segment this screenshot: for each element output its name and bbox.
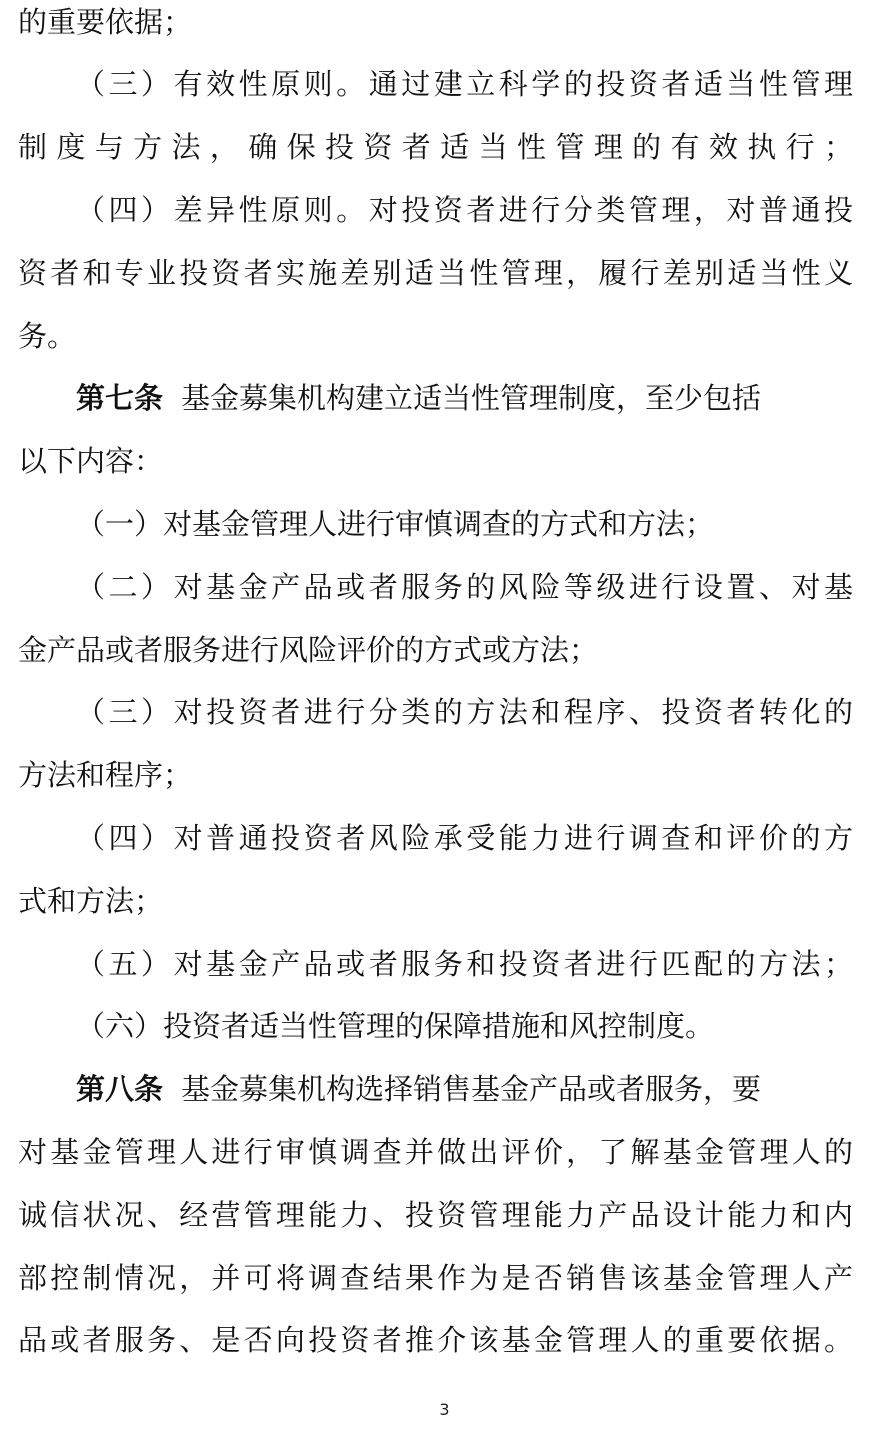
text-line-22: 品或者服务、是否向投资者推介该基金管理人的重要依据。 <box>18 1323 853 1357</box>
text-line-19: 对基金管理人进行审慎调查并做出评价，了解基金管理人的 <box>18 1135 853 1169</box>
text-line-16: （五）对基金产品或者服务和投资者进行匹配的方法； <box>76 947 853 981</box>
text-line-9: （一）对基金管理人进行审慎调查的方式和方法； <box>76 507 715 541</box>
text-line-12: （三）对投资者进行分类的方法和程序、投资者转化的 <box>76 695 853 729</box>
article-8-text: 基金募集机构选择销售基金产品或者服务，要 <box>181 1072 762 1106</box>
text-line-11: 金产品或者服务进行风险评价的方式或方法； <box>18 633 599 667</box>
text-line-14: （四）对普通投资者风险承受能力进行调查和评价的方 <box>76 821 853 855</box>
text-line-13: 方法和程序； <box>18 758 193 792</box>
article-8-label: 第八条 <box>76 1072 164 1106</box>
text-line-15: 式和方法； <box>18 884 164 918</box>
text-line-10: （二）对基金产品或者服务的风险等级进行设置、对基 <box>76 570 853 604</box>
text-line-8: 以下内容： <box>18 444 164 478</box>
text-line-4: （四）差异性原则。对投资者进行分类管理，对普通投 <box>76 193 853 227</box>
text-line-1: 的重要依据； <box>18 5 193 39</box>
article-8-heading-line <box>76 1069 853 1109</box>
text-line-2: （三）有效性原则。通过建立科学的投资者适当性管理 <box>76 67 853 101</box>
text-line-21: 部控制情况，并可将调查结果作为是否销售该基金管理人产 <box>18 1261 853 1295</box>
article-7-heading-line <box>76 378 853 418</box>
page-number: 3 <box>439 1400 450 1419</box>
text-line-17: （六）投资者适当性管理的保障措施和风控制度。 <box>76 1009 715 1043</box>
article-7-text: 基金募集机构建立适当性管理制度，至少包括 <box>181 381 762 415</box>
text-line-5: 资者和专业投资者实施差别适当性管理，履行差别适当性义 <box>18 256 853 290</box>
text-line-3: 制度与方法，确保投资者适当性管理的有效执行； <box>18 130 853 164</box>
article-7-label: 第七条 <box>76 381 164 415</box>
text-line-20: 诚信状况、经营管理能力、投资管理能力产品设计能力和内 <box>18 1198 853 1232</box>
text-line-6: 务。 <box>18 319 77 353</box>
